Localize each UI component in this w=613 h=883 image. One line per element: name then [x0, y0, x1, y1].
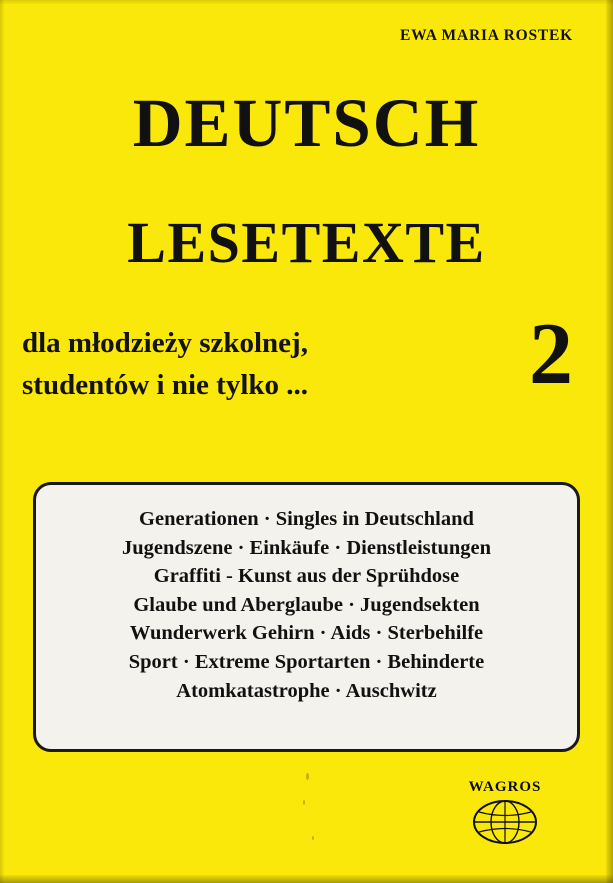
scan-speck — [303, 800, 305, 805]
list-item: Wunderwerk Gehirn · Aids · Sterbehilfe — [129, 622, 484, 645]
scan-speck — [312, 836, 314, 840]
list-item: Jugendszene · Einkäufe · Dienstleistungen — [121, 536, 492, 559]
list-item: Sport · Extreme Sportarten · Behinderte — [128, 650, 485, 673]
publisher-name: WAGROS — [468, 779, 542, 795]
list-item: Glaube und Aberglaube · Jugendsekten — [133, 593, 480, 616]
title-line-2: LESETEXTE — [127, 210, 486, 275]
list-item: Atomkatastrophe · Auschwitz — [176, 679, 437, 702]
subtitle-line-2: studentów i nie tylko ... — [22, 369, 309, 401]
publisher-logo — [439, 779, 571, 845]
cover-edge-top — [0, 0, 613, 4]
topics-list — [48, 505, 565, 705]
cover-edge-bottom — [0, 875, 613, 883]
title-line-1: DEUTSCH — [132, 85, 481, 161]
scan-speck — [306, 773, 309, 780]
globe-icon — [472, 799, 538, 850]
subtitle-line-1: dla młodzieży szkolnej, — [22, 327, 308, 359]
topics-panel — [33, 482, 580, 752]
author-name: EWA MARIA ROSTEK — [400, 27, 573, 44]
volume-number: 2 — [529, 306, 573, 403]
subtitle — [22, 322, 482, 406]
list-item: Generationen · Singles in Deutschland — [139, 508, 474, 530]
list-item: Graffiti - Kunst aus der Sprühdose — [153, 565, 460, 588]
